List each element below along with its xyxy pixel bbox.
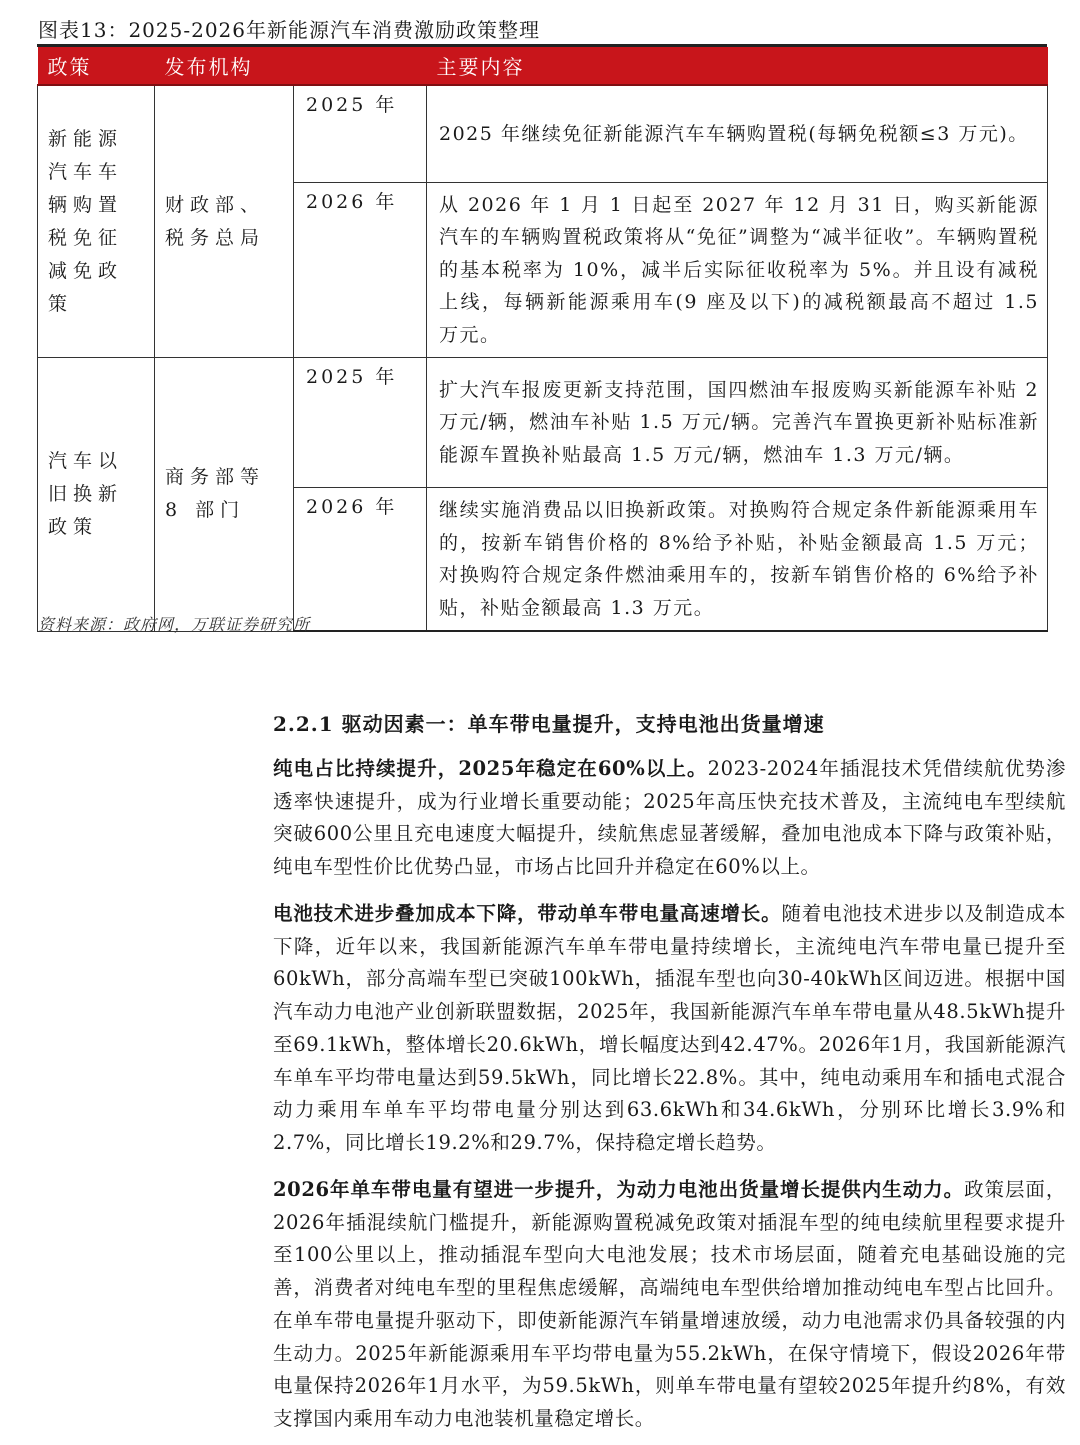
issuer-cell: 财政部、税务总局 (155, 85, 294, 358)
paragraph-lead: 2026年单车带电量有望进一步提升，为动力电池出货量增长提供内生动力。 (273, 1178, 965, 1201)
paragraph-body: 随着电池技术进步以及制造成本下降，近年以来，我国新能源汽车单车带电量持续增长，主流纯电汽车带电量已提升至60kWh，部分高端车型已突破100kWh，插混车型也向30-40kWh区间迈进。根据中国汽车动力电池产业创新联盟数据，2025年，我国新能源汽车单车带电量从48.5kWh提升至69.1kWh，整体增长20.6kWh，增长幅度达到42.47%。2026年1月，我国新能源汽车单车平均带电量达到59.5kWh，同比增长22.8%。其中，纯电动乘用车和插电式混合动力乘用车单车平均带电量分别达到63.6kWh和34.6kWh，分别环比增长3.9%和2.7%，同比增长19.2%和29.7%，保持稳定增长趋势。 (273, 902, 1066, 1154)
content-cell: 扩大汽车报废更新支持范围，国四燃油车报废购买新能源车补贴 2 万元/辆，燃油车补贴 1.5 万元/辆。完善汽车置换更新补贴标准新能源车置换补贴最高 1.5 万元/辆，燃油车 1.3 万元/辆。 (427, 358, 1048, 488)
content-cell: 从 2026 年 1 月 1 日起至 2027 年 12 月 31 日，购买新能源汽车的车辆购置税政策将从“免征”调整为“减半征收”。车辆购置税的基本税率为 10%，减半后实际征收税率为 5%。并且设有减税上线，每辆新能源乘用车(9 座及以下)的减税额最高不超过 1.5 万元。 (427, 182, 1048, 358)
header-issuer: 发布机构 (155, 47, 294, 85)
paragraph (273, 1174, 1066, 1436)
table-row (38, 85, 1048, 182)
table-header-row (38, 47, 1048, 85)
paragraph-body: 政策层面，2026年插混续航门槛提升，新能源购置税减免政策对插混车型的纯电续航里程要求提升至100公里以上，推动插混车型向大电池发展；技术市场层面，随着充电基础设施的完善，消费者对纯电车型的里程焦虑缓解，高端纯电车型供给增加推动纯电车型占比回升。在单车带电量提升驱动下，即使新能源汽车销量增速放缓，动力电池需求仍具备较强的内生动力。2025年新能源乘用车平均带电量为55.2kWh，在保守情境下，假设2026年带电量保持2026年1月水平，为59.5kWh，则单车带电量有望较2025年提升约8%，有效支撑国内乘用车动力电池装机量稳定增长。 (273, 1178, 1066, 1430)
year-cell: 2025 年 (294, 85, 427, 182)
policy-table (37, 47, 1048, 632)
policy-name-cell: 汽车以旧换新政策 (38, 358, 155, 632)
year-cell: 2026 年 (294, 182, 427, 358)
paragraph-lead: 纯电占比持续提升，2025年稳定在60%以上。 (273, 757, 708, 780)
content-cell: 继续实施消费品以旧换新政策。对换购符合规定条件新能源乘用车的，按新车销售价格的 8%给予补贴，补贴金额最高 1.5 万元；对换购符合规定条件燃油乘用车的，按新车销售价格的 6%给予补贴，补贴金额最高 1.3 万元。 (427, 488, 1048, 632)
content-cell: 2025 年继续免征新能源汽车车辆购置税(每辆免税额≤3 万元)。 (427, 85, 1048, 182)
issuer-cell: 商务部等 8 部门 (155, 358, 294, 632)
paragraph (273, 753, 1066, 884)
header-year-blank (294, 47, 427, 85)
paragraph-body: 2023-2024年插混技术凭借续航优势渗透率快速提升，成为行业增长重要动能；2025年高压快充技术普及，主流纯电车型续航突破600公里且充电速度大幅提升，续航焦虑显著缓解，叠加电池成本下降与政策补贴，纯电车型性价比优势凸显，市场占比回升并稳定在60%以上。 (273, 757, 1066, 879)
paragraph-lead: 电池技术进步叠加成本下降，带动单车带电量高速增长。 (273, 902, 782, 925)
table-row (38, 358, 1048, 488)
header-content: 主要内容 (427, 47, 1048, 85)
policy-name-cell: 新能源汽车车辆购置税免征减免政策 (38, 85, 155, 358)
figure-title: 图表13：2025-2026年新能源汽车消费激励政策整理 (38, 18, 541, 42)
header-policy: 政策 (38, 47, 155, 85)
source-note: 资料来源：政府网，万联证券研究所 (38, 615, 311, 634)
paragraph (273, 898, 1066, 1160)
year-cell: 2026 年 (294, 488, 427, 632)
year-cell: 2025 年 (294, 358, 427, 488)
section-heading: 2.2.1 驱动因素一：单车带电量提升，支持电池出货量增速 (273, 712, 825, 736)
